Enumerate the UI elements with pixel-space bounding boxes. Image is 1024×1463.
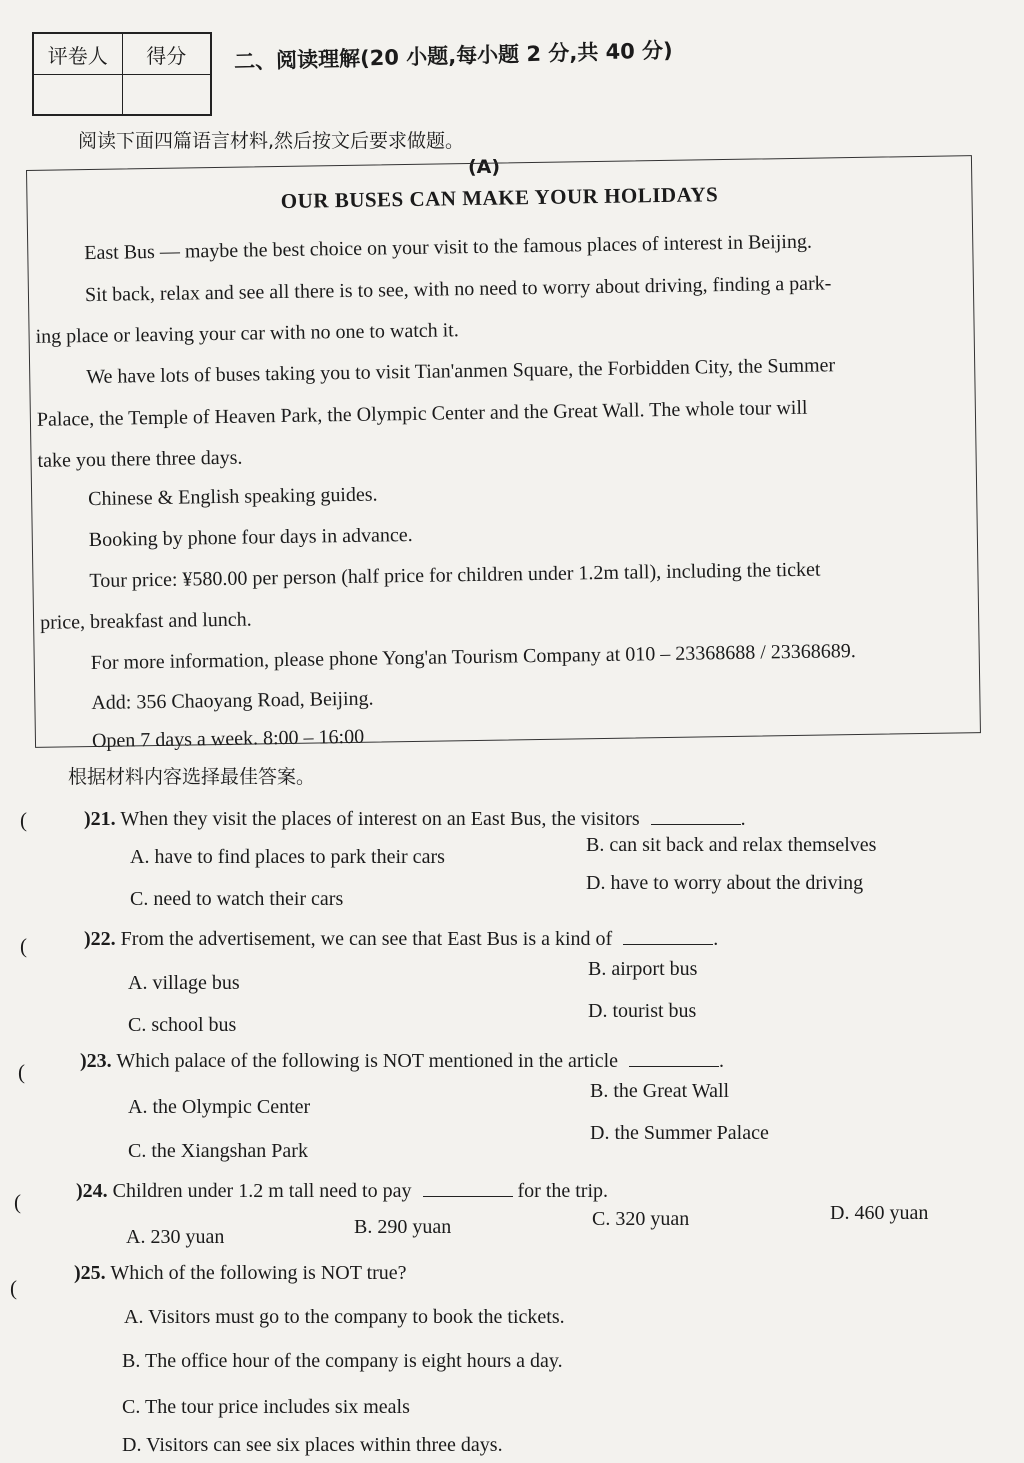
question-number: )24. (76, 1180, 108, 1202)
instruction: 阅读下面四篇语言材料,然后按文后要求做题。 (78, 130, 465, 152)
question-number: )23. (80, 1050, 112, 1072)
ad-line: Booking by phone four days in advance. (88, 523, 413, 552)
answer-paren[interactable]: ( (14, 1190, 21, 1214)
question-text-after: for the trip. (517, 1180, 609, 1202)
answer-paren[interactable]: ( (18, 1060, 25, 1084)
ad-line: Add: 356 Chaoyang Road, Beijing. (91, 687, 374, 715)
question-stem: )21. When they visit the places of interest on an East Bus, the visitors . (84, 808, 746, 830)
option-a[interactable]: A. 230 yuan (126, 1226, 225, 1248)
question-number: )22. (84, 928, 116, 950)
question-text: Which of the following is NOT true? (110, 1262, 407, 1284)
ad-line: Open 7 days a week. 8:00 – 16:00 (91, 725, 365, 753)
option-d[interactable]: D. the Summer Palace (590, 1122, 769, 1144)
question-stem: )22. From the advertisement, we can see that East Bus is a kind of . (84, 928, 719, 950)
ad-line: take you there three days. (37, 446, 243, 472)
ad-line: East Bus — maybe the best choice on your visit to the famous places of interest in Beijing. (84, 230, 813, 265)
ad-line: We have lots of buses taking you to visit Tian'anmen Square, the Forbidden City, the Summer (86, 354, 836, 389)
choose-heading: 根据材料内容选择最佳答案。 (68, 766, 316, 788)
option-c[interactable]: C. school bus (128, 1014, 237, 1036)
ad-line: For more information, please phone Yong'an Tourism Company at 010 – 23368688 / 23368689. (90, 640, 856, 675)
ad-line: Tour price: ¥580.00 per person (half price for children under 1.2m tall), including the ticket (89, 558, 821, 593)
option-b[interactable]: B. can sit back and relax themselves (586, 834, 877, 856)
answer-paren[interactable]: ( (20, 934, 27, 958)
question-number: )21. (84, 808, 116, 830)
option-b[interactable]: B. the Great Wall (590, 1080, 730, 1102)
question-text: Children under 1.2 m tall need to pay (112, 1180, 412, 1202)
question-stem (74, 1262, 407, 1285)
option-a[interactable]: A. have to find places to park their cars (130, 846, 445, 868)
option-b[interactable]: B. The office hour of the company is eight hours a day. (122, 1350, 563, 1372)
answer-blank (623, 926, 713, 945)
score-box (32, 32, 212, 116)
option-c[interactable]: C. The tour price includes six meals (122, 1396, 410, 1418)
reviewer-cell[interactable] (33, 75, 122, 116)
question-stem (76, 1178, 608, 1203)
question-text: When they visit the places of interest on an East Bus, the visitors (120, 808, 640, 830)
option-d[interactable]: D. tourist bus (588, 1000, 697, 1022)
option-a[interactable]: A. village bus (128, 972, 240, 994)
question-text: Which palace of the following is NOT mentioned in the article (116, 1050, 619, 1072)
ad-title: OUR BUSES CAN MAKE YOUR HOLIDAYS (280, 182, 719, 214)
section-title: 二、阅读理解(20 小题,每小题 2 分,共 40 分) (233, 38, 674, 74)
option-a[interactable]: A. the Olympic Center (128, 1096, 311, 1118)
option-b[interactable]: B. airport bus (588, 958, 698, 980)
answer-blank (629, 1048, 719, 1067)
reviewer-label: 评卷人 (33, 33, 122, 75)
ad-line: Palace, the Temple of Heaven Park, the Olympic Center and the Great Wall. The whole tour will (36, 396, 808, 431)
question-text: From the advertisement, we can see that East Bus is a kind of (120, 928, 613, 950)
score-label: 得分 (122, 33, 211, 75)
option-d[interactable]: D. 460 yuan (830, 1202, 929, 1224)
question-number: )25. (74, 1262, 106, 1284)
option-c[interactable]: C. the Xiangshan Park (128, 1140, 308, 1162)
passage-label: (A) (468, 156, 501, 178)
answer-blank (651, 806, 741, 825)
option-c[interactable]: C. 320 yuan (592, 1208, 690, 1230)
ad-line: Sit back, relax and see all there is to see, with no need to worry about driving, finding a park- (84, 272, 832, 307)
answer-paren[interactable]: ( (10, 1276, 17, 1300)
question-stem: )23. Which palace of the following is NOT mentioned in the article . (80, 1050, 725, 1072)
answer-blank (423, 1178, 513, 1197)
option-c[interactable]: C. need to watch their cars (130, 888, 344, 910)
ad-line: price, breakfast and lunch. (39, 608, 252, 634)
option-d[interactable]: D. Visitors can see six places within three days. (122, 1434, 503, 1456)
option-d[interactable]: D. have to worry about the driving (586, 872, 864, 894)
option-a[interactable]: A. Visitors must go to the company to book the tickets. (124, 1306, 565, 1328)
ad-line: Chinese & English speaking guides. (88, 483, 378, 511)
ad-line: ing place or leaving your car with no one to watch it. (35, 319, 459, 348)
answer-paren[interactable]: ( (20, 808, 27, 832)
score-cell[interactable] (122, 75, 211, 116)
advertisement-box (26, 155, 981, 753)
option-b[interactable]: B. 290 yuan (354, 1216, 452, 1238)
